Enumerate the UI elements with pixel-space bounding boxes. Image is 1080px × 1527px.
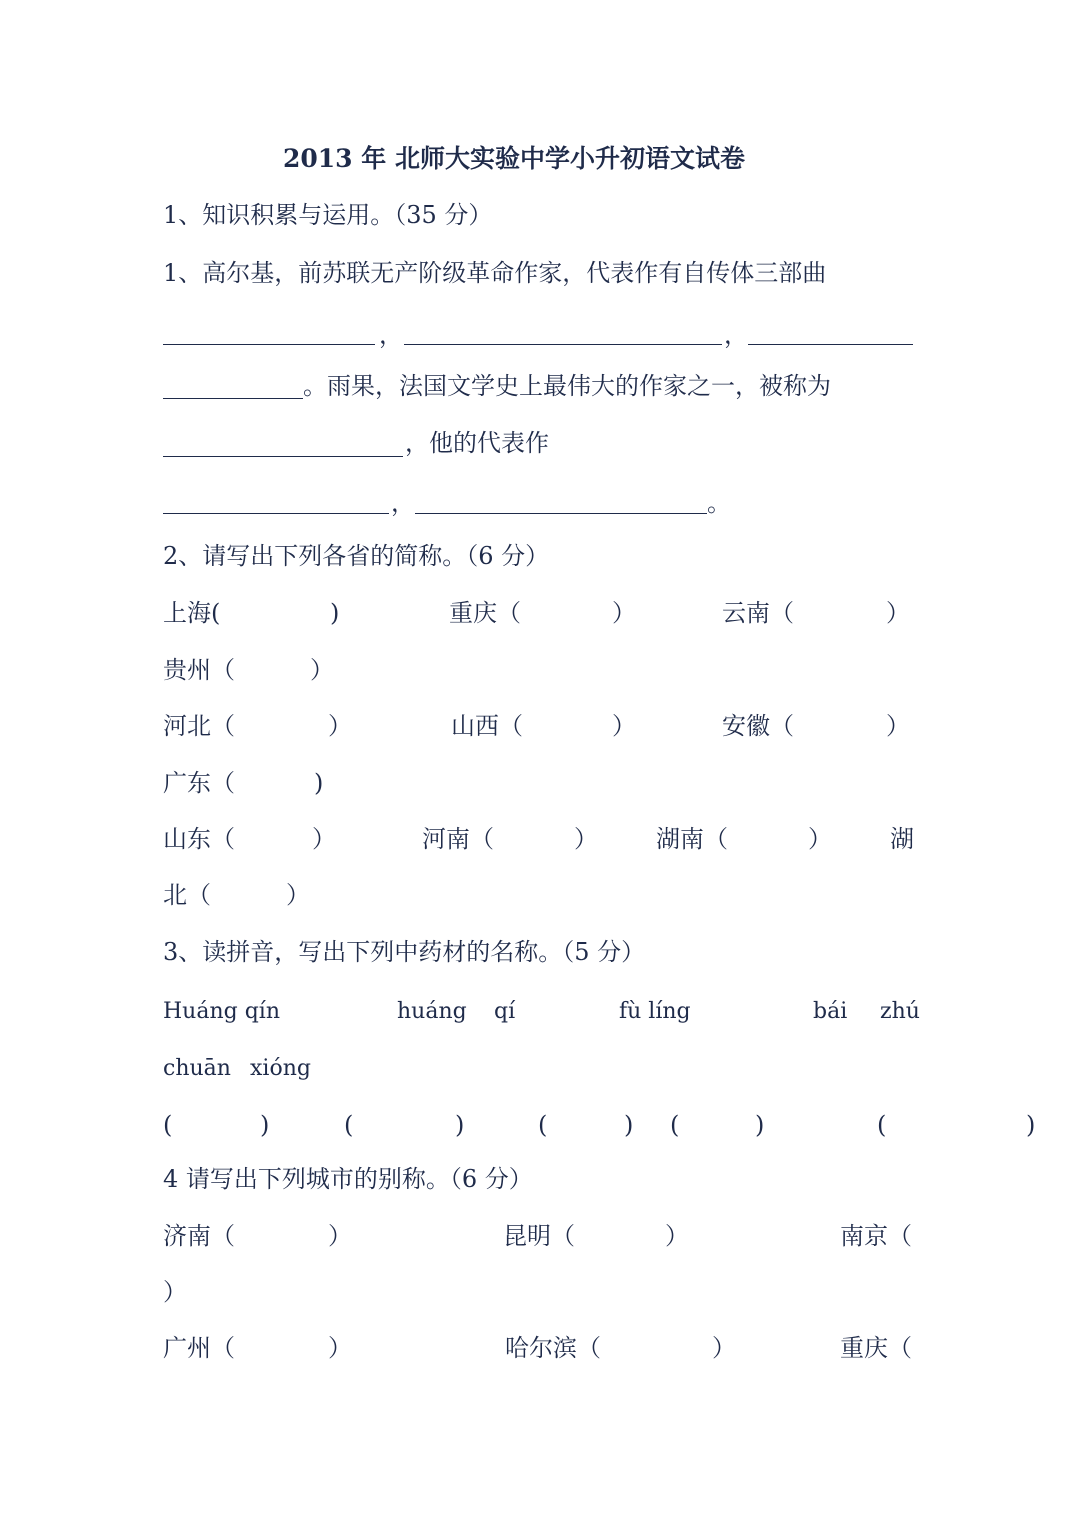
question-2-heading: 2、请写出下列各省的简称。（6 分） <box>163 542 550 570</box>
pinyin: Huáng qín <box>163 999 281 1024</box>
pinyin: zhú <box>880 999 920 1024</box>
paren-close: ） <box>612 599 636 627</box>
paren-close: ） <box>286 881 310 909</box>
paren-close: ） <box>665 1222 689 1250</box>
pinyin: chuān <box>163 1056 231 1081</box>
province-label: 山西（ <box>451 712 523 740</box>
pinyin: xióng <box>250 1056 311 1081</box>
city-label: 昆明（ <box>503 1222 575 1250</box>
province-label: 北（ <box>163 881 211 909</box>
paren-open: ( <box>877 1111 887 1139</box>
comma: ， <box>379 321 403 349</box>
answer-blank[interactable] <box>163 344 375 345</box>
comma: ， <box>724 321 748 349</box>
province-label: 广东（ <box>163 769 235 797</box>
city-label: 济南（ <box>163 1222 235 1250</box>
paren-close: ） <box>886 712 910 740</box>
answer-blank[interactable] <box>404 344 722 345</box>
paren-close: ) <box>624 1111 634 1139</box>
province-label: 湖南（ <box>656 825 728 853</box>
question-4-heading: 4 请写出下列城市的别称。（6 分） <box>163 1165 533 1193</box>
city-label: 南京（ <box>840 1222 912 1250</box>
province-label: 上海( <box>163 599 221 627</box>
pinyin: qí <box>494 999 516 1024</box>
answer-blank[interactable] <box>415 513 707 514</box>
paren-close: ) <box>330 599 340 627</box>
paren-close: ) <box>1026 1111 1036 1139</box>
pinyin: bái <box>813 999 848 1024</box>
answer-blank[interactable] <box>748 344 913 345</box>
province-label: 河南（ <box>422 825 494 853</box>
paren-close: ） <box>312 825 336 853</box>
province-label: 山东（ <box>163 825 235 853</box>
paren-open: ( <box>163 1111 173 1139</box>
paren-close: ） <box>328 712 352 740</box>
paren-close: ） <box>712 1334 736 1362</box>
paren-close: ) <box>260 1111 270 1139</box>
answer-blank[interactable] <box>163 456 403 457</box>
comma: ， <box>391 489 415 517</box>
paren-close: ） <box>808 825 832 853</box>
paren-close: ） <box>328 1222 352 1250</box>
page-title: 2013 年 北师大实验中学小升初语文试卷 <box>283 144 745 173</box>
province-label: 重庆（ <box>449 599 521 627</box>
province-label: 贵州（ <box>163 656 235 684</box>
paren-close: ) <box>314 769 324 797</box>
paren-close: ） <box>163 1278 187 1306</box>
city-label: 重庆（ <box>840 1334 912 1362</box>
question-3-heading: 3、读拼音，写出下列中药材的名称。（5 分） <box>163 938 646 966</box>
answer-blank[interactable] <box>163 398 303 399</box>
section-1-heading: 1、知识积累与运用。（35 分） <box>163 201 493 229</box>
paren-close: ） <box>310 656 334 684</box>
city-label: 广州（ <box>163 1334 235 1362</box>
city-label: 哈尔滨（ <box>505 1334 601 1362</box>
province-label: 河北（ <box>163 712 235 740</box>
paren-close: ） <box>328 1334 352 1362</box>
paren-close: ） <box>574 825 598 853</box>
paren-close: ） <box>886 599 910 627</box>
period: 。 <box>707 489 731 517</box>
pinyin: fù líng <box>619 999 691 1024</box>
paren-close: ) <box>455 1111 465 1139</box>
answer-blank[interactable] <box>163 513 389 514</box>
paren-open: ( <box>670 1111 680 1139</box>
pinyin: huáng <box>397 999 467 1024</box>
question-1-line-1: 1、高尔基，前苏联无产阶级革命作家，代表作有自传体三部曲 <box>163 259 827 287</box>
paren-open: ( <box>538 1111 548 1139</box>
paren-close: ) <box>755 1111 765 1139</box>
paren-open: ( <box>344 1111 354 1139</box>
province-label: 湖 <box>890 825 914 853</box>
province-label: 安徽（ <box>722 712 794 740</box>
question-1-line-5: ，他的代表作 <box>405 429 549 457</box>
question-1-line-4: 。雨果，法国文学史上最伟大的作家之一，被称为 <box>303 372 831 400</box>
paren-close: ） <box>612 712 636 740</box>
province-label: 云南（ <box>722 599 794 627</box>
